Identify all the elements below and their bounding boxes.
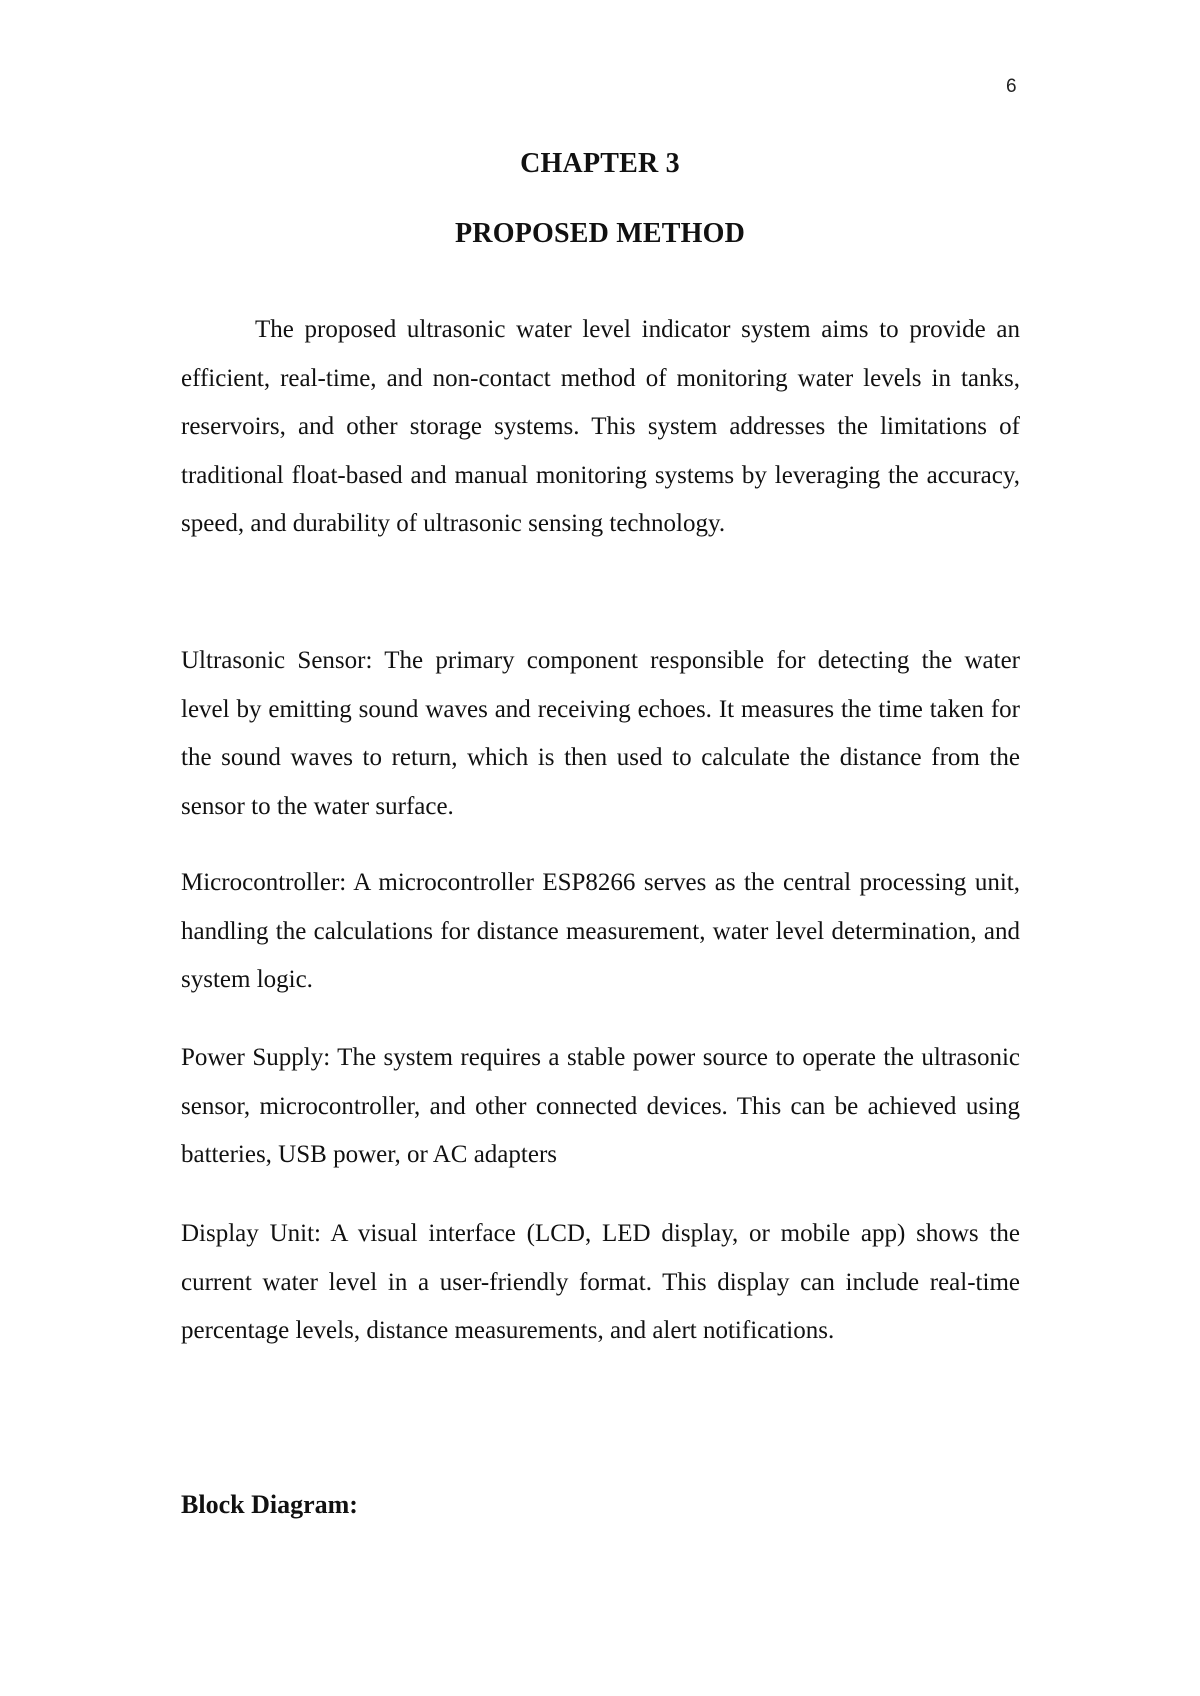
chapter-heading: CHAPTER 3 [520, 148, 680, 179]
page-number: 6 [1006, 76, 1017, 97]
display-unit-paragraph: Display Unit: A visual interface (LCD, LED display, or mobile app) shows the current water level in a user-friendly format. This display can include real-time percentage levels, distance measurements, and alert notifications. [181, 1220, 1020, 1344]
chapter-title: PROPOSED METHOD [454, 218, 745, 249]
power-supply-paragraph: Power Supply: The system requires a stable power source to operate the ultrasonic sensor, microcontroller, and other connected devices. This can be achieved using batteries, USB power, or AC adapters [181, 1044, 1020, 1168]
ultrasonic-sensor-paragraph: Ultrasonic Sensor: The primary component responsible for detecting the water level by emitting sound waves and receiving echoes. It measures the time taken for the sound waves to return, which is then used to calculate the distance from the sensor to the water surface. [181, 647, 1020, 820]
block-diagram-heading: Block Diagram: [181, 1490, 358, 1519]
microcontroller-paragraph: Microcontroller: A microcontroller ESP8266 serves as the central processing unit, handling the calculations for distance measurement, water level determination, and system logic. [181, 869, 1020, 993]
intro-paragraph: The proposed ultrasonic water level indicator system aims to provide an efficient, real-time, and non-contact method of monitoring water levels in tanks, reservoirs, and other storage systems. This system addresses the limitations of traditional float-based and manual monitoring systems by leveraging the accuracy, speed, and durability of ultrasonic sensing technology. [181, 316, 1020, 537]
